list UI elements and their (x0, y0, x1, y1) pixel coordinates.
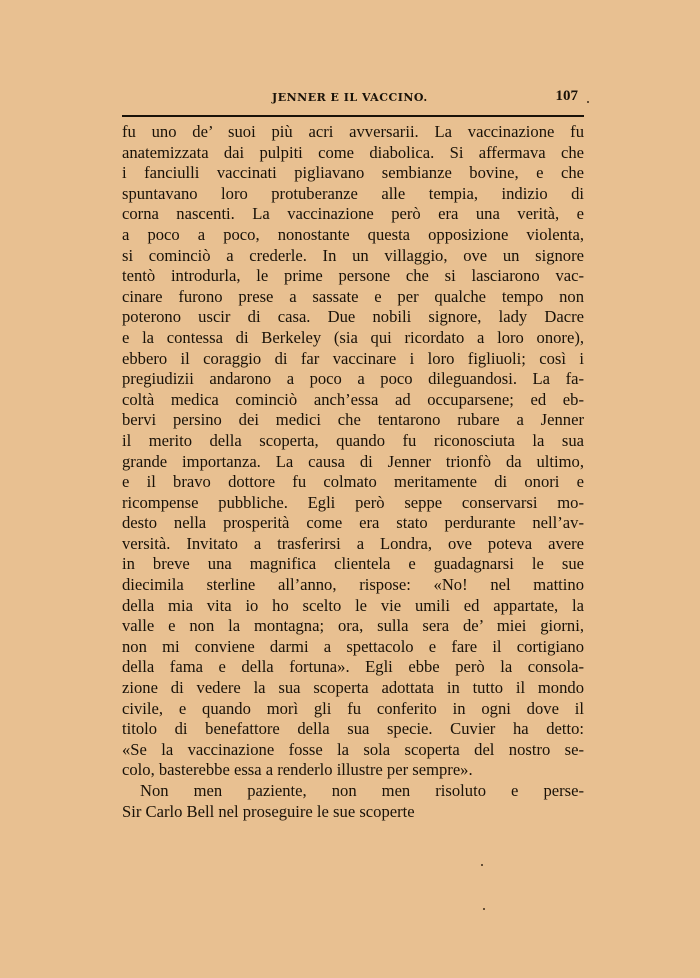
text-line: della fama e della fortuna». Egli ebbe però la consola- (122, 657, 584, 677)
text-line: zione di vedere la sua scoperta adottata in tutto il mondo (122, 678, 584, 698)
page-header (122, 88, 584, 110)
speck (483, 908, 485, 910)
text-line: «Se la vaccinazione fosse la sola scoperta del nostro se- (122, 739, 584, 759)
text-line: fu uno de’ suoi più acri avversarii. La vaccinazione fu (122, 122, 584, 141)
text-line: civile, e quando morì gli fu conferito in ogni dove il (122, 698, 584, 718)
text-line: in breve una magnifica clientela e guadagnarsi le sue (122, 554, 584, 574)
text-line: spuntavano loro protuberanze alle tempia, indizio di (122, 183, 584, 203)
text-line: titolo di benefattore della sua specie. Cuvier ha detto: (122, 719, 584, 739)
text-line: valle e non la montagna; ora, sulla sera de’ miei giorni, (122, 616, 584, 636)
text-line: diecimila sterline all’anno, rispose: «No! nel mattino (122, 575, 584, 595)
text-line: si cominciò a crederle. In un villaggio, ove un signore (122, 245, 584, 265)
text-line: desto nella prosperità come era stato perdurante nell’av- (122, 513, 584, 533)
text-line: anatemizzata dai pulpiti come diabolica. Si affermava che (122, 142, 584, 162)
text-line: e la contessa di Berkeley (sia qui ricordato a loro onore), (122, 327, 584, 347)
text-line: bervi persino dei medici che tentarono rubare a Jenner (122, 410, 584, 430)
text-line: il merito della scoperta, quando fu riconosciuta la sua (122, 430, 584, 450)
text-line: cinare furono prese a sassate e per qualche tempo non (122, 286, 584, 306)
speck (481, 864, 483, 866)
text-line: e il bravo dottore fu colmato meritamente di onori e (122, 472, 584, 492)
text-line: pregiudizii andarono a poco a poco dileguandosi. La fa- (122, 369, 584, 389)
text-line: coltà medica cominciò anch’essa ad occuparsene; ed eb- (122, 389, 584, 409)
text-line: tentò introdurla, le prime persone che si lasciarono vac- (122, 266, 584, 286)
page-number: 107 (555, 88, 578, 104)
text-line: a poco a poco, nonostante questa opposizione violenta, (122, 224, 584, 244)
text-line: ebbero il coraggio di far vaccinare i loro figliuoli; così i (122, 348, 584, 368)
text-line: non mi conviene darmi a spettacolo e fare il cortigiano (122, 636, 584, 656)
header-rule (122, 115, 584, 117)
text-line: della mia vita io ho scelto le vie umili ed appartate, la (122, 595, 584, 615)
body-text (122, 122, 584, 822)
text-line: grande importanza. La causa di Jenner trionfò da ultimo, (122, 451, 584, 471)
text-line: ricompense pubbliche. Egli però seppe conservarsi mo- (122, 492, 584, 512)
text-line: corna nascenti. La vaccinazione però era una verità, e (122, 204, 584, 224)
text-line: Non men paziente, non men risoluto e perse- (140, 781, 584, 800)
speck (587, 101, 589, 103)
text-line: poterono uscir di casa. Due nobili signore, lady Dacre (122, 307, 584, 327)
running-title: JENNER E IL VACCINO. (272, 91, 428, 104)
text-line: versità. Invitato a trasferirsi a Londra, ove poteva avere (122, 533, 584, 553)
text-line: colo, basterebbe essa a renderlo illustre per sempre». (122, 760, 473, 780)
text-line: i fanciulli vaccinati pigliavano sembianze bovine, e che (122, 163, 584, 183)
text-line: Sir Carlo Bell nel proseguire le sue scoperte (122, 801, 415, 821)
